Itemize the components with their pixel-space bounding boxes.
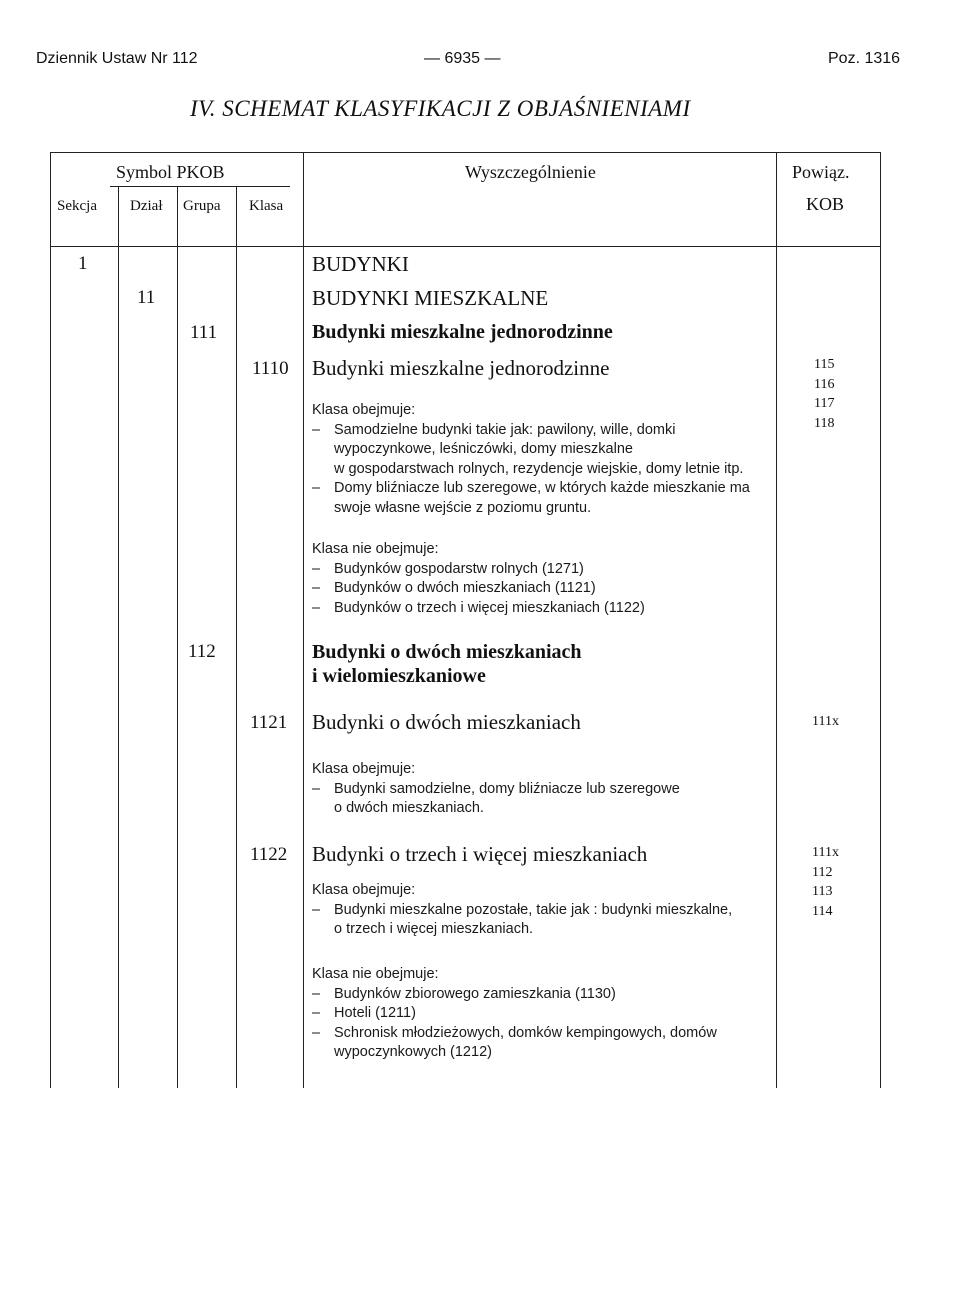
includes-block	[312, 760, 680, 819]
header-grupa: Grupa	[183, 198, 221, 214]
excludes-label: Klasa nie obejmuje:	[312, 966, 439, 982]
includes-label: Klasa obejmuje:	[312, 402, 416, 418]
klasa-name: Budynki o trzech i więcej mieszkaniach	[312, 842, 648, 866]
header-klasa: Klasa	[249, 198, 284, 214]
includes-label: Klasa obejmuje:	[312, 761, 416, 777]
exclude-item: – Budynków o dwóch mieszkaniach (1121)	[312, 579, 645, 599]
include-item: – Budynki mieszkalne pozostałe, takie jak : budynki mieszkalne,	[312, 901, 732, 921]
header-symbol-pkob: Symbol PKOB	[116, 162, 225, 182]
kob-code: 111x	[812, 714, 839, 729]
kob-list	[814, 355, 834, 433]
journal-name: Dziennik Ustaw Nr 112	[36, 50, 198, 67]
exclude-item: – Hoteli (1211)	[312, 1004, 717, 1024]
include-item-cont: wypoczynkowe, leśniczówki, domy mieszkalne	[334, 441, 633, 457]
exclude-item: – Budynków o trzech i więcej mieszkaniach (1122)	[312, 599, 645, 619]
includes-block	[312, 881, 732, 940]
includes-block	[312, 401, 750, 518]
position-number: Poz. 1316	[828, 50, 901, 67]
kob-code: 116	[814, 376, 835, 392]
kob-code: 118	[814, 415, 835, 431]
kob-code: 114	[812, 903, 833, 919]
dzial-code: 11	[137, 287, 156, 308]
excludes-block	[312, 540, 645, 618]
grupa-code: 112	[188, 641, 216, 662]
header-wyszczegolnienie: Wyszczególnienie	[465, 162, 596, 182]
includes-label: Klasa obejmuje:	[312, 882, 416, 898]
exclude-item: – Budynków zbiorowego zamieszkania (1130)	[312, 985, 717, 1005]
exclude-item-cont: wypoczynkowych (1212)	[334, 1044, 492, 1060]
kob-list	[812, 843, 839, 921]
header-powiaz: Powiąz.	[792, 162, 850, 182]
excludes-block	[312, 965, 717, 1063]
kob-list	[812, 712, 839, 732]
grupa-code: 111	[190, 322, 218, 343]
kob-code: 117	[814, 396, 835, 411]
grupa-name-line1: Budynki o dwóch mieszkaniach	[312, 641, 582, 663]
klasa-code: 1122	[250, 844, 288, 865]
klasa-code: 1121	[250, 712, 288, 733]
include-item-cont: swoje własne wejście z poziomu gruntu.	[334, 499, 592, 516]
header-sekcja: Sekcja	[57, 198, 97, 214]
grupa-name: Budynki mieszkalne jednorodzinne	[312, 321, 613, 343]
dzial-name: BUDYNKI MIESZKALNE	[312, 286, 549, 310]
exclude-item: – Budynków gospodarstw rolnych (1271)	[312, 560, 645, 580]
page-title: IV. SCHEMAT KLASYFIKACJI Z OBJAŚNIENIAMI	[190, 96, 691, 121]
grupa-name-line2: i wielomieszkaniowe	[312, 665, 486, 687]
kob-code: 115	[814, 357, 835, 372]
include-item-cont: o dwóch mieszkaniach.	[334, 800, 484, 816]
header-kob: KOB	[806, 194, 845, 214]
kob-code: 111x	[812, 845, 839, 860]
exclude-item: – Schronisk młodzieżowych, domków kempingowych, domów	[312, 1024, 717, 1044]
header-dzial: Dział	[130, 198, 163, 214]
klasa-name: Budynki o dwóch mieszkaniach	[312, 710, 581, 734]
klasa-code: 1110	[252, 358, 289, 379]
klasa-name: Budynki mieszkalne jednorodzinne	[312, 356, 610, 380]
kob-code: 113	[812, 884, 833, 899]
include-item-cont: o trzech i więcej mieszkaniach.	[334, 921, 534, 937]
include-item: – Samodzielne budynki takie jak: pawilony, wille, domki	[312, 421, 750, 441]
page-number: — 6935 —	[424, 50, 501, 67]
include-item: – Budynki samodzielne, domy bliźniacze lub szeregowe	[312, 780, 680, 800]
excludes-label: Klasa nie obejmuje:	[312, 541, 439, 557]
include-item: – Domy bliźniacze lub szeregowe, w których każde mieszkanie ma	[312, 479, 750, 499]
sekcja-code: 1	[78, 253, 88, 274]
kob-code: 112	[812, 864, 833, 880]
include-item-cont: w gospodarstwach rolnych, rezydencje wiejskie, domy letnie itp.	[334, 460, 744, 477]
sekcja-name: BUDYNKI	[312, 252, 409, 276]
